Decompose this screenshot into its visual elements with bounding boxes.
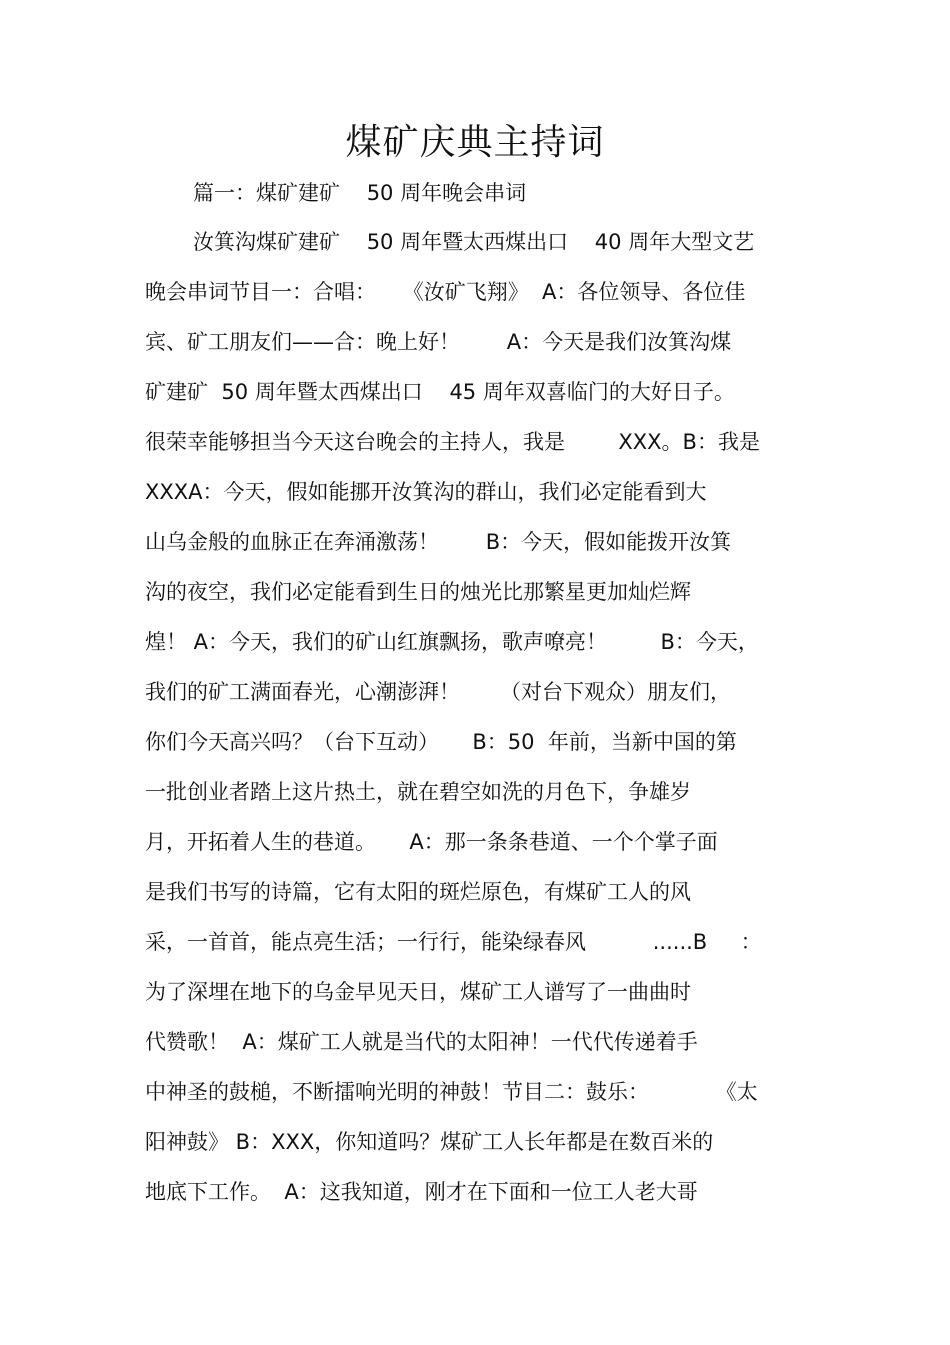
- document-title: 煤矿庆典主持词: [345, 122, 605, 163]
- paragraph-line: 煌！ A：今天，我们的矿山红旗飘扬，歌声嘹亮！ B：今天，: [145, 630, 759, 654]
- paragraph-line: 代赞歌！ A：煤矿工人就是当代的太阳神！一代代传递着手: [145, 1030, 698, 1054]
- paragraph-line: 地底下工作。 A：这我知道，刚才在下面和一位工人老大哥: [145, 1180, 698, 1204]
- paragraph-line: 沟的夜空，我们必定能看到生日的烛光比那繁星更加灿烂辉: [145, 580, 691, 604]
- paragraph-line: 我们的矿工满面春光，心潮澎湃！ （对台下观众）朋友们，: [145, 680, 732, 704]
- paragraph-line: 月，开拓着人生的巷道。 A：那一条条巷道、一个个掌子面: [145, 830, 718, 854]
- paragraph-line: XXXA：今天，假如能挪开汝箕沟的群山，我们必定能看到大: [145, 480, 707, 504]
- paragraph-line: 矿建矿 50 周年暨太西煤出口 45 周年双喜临门的大好日子。: [145, 380, 735, 404]
- paragraph-line: 一批创业者踏上这片热土，就在碧空如洗的月色下，争雄岁: [145, 780, 691, 804]
- paragraph-line: 为了深埋在地下的乌金早见天日，煤矿工人谱写了一曲曲时: [145, 980, 691, 1004]
- paragraph-line: 你们今天高兴吗？（台下互动） B：50 年前，当新中国的第: [145, 730, 737, 754]
- paragraph-line: 是我们书写的诗篇，它有太阳的斑烂原色，有煤矿工人的风: [145, 880, 691, 904]
- paragraph-line: 晚会串词节目一：合唱： 《汝矿飞翔》 A：各位领导、各位佳: [145, 280, 746, 304]
- paragraph-line: 宾、矿工朋友们——合：晚上好！ A：今天是我们汝箕沟煤: [145, 330, 732, 354]
- paragraph-line: 阳神鼓》 B：XXX，你知道吗？煤矿工人长年都是在数百米的: [145, 1130, 714, 1154]
- section-heading: 篇一：煤矿建矿 50 周年晚会串词: [193, 181, 527, 205]
- paragraph-line: 很荣幸能够担当今天这台晚会的主持人，我是 XXX。B：我是: [145, 430, 760, 454]
- paragraph-line: 汝箕沟煤矿建矿 50 周年暨太西煤出口 40 周年大型文艺: [193, 230, 755, 254]
- paragraph-line: 中神圣的鼓槌，不断擂响光明的神鼓！节目二：鼓乐： 《太: [145, 1080, 758, 1104]
- paragraph-line: 采，一首首，能点亮生活；一行行，能染绿春风 ......B ：: [145, 930, 762, 954]
- paragraph-line: 山乌金般的血脉正在奔涌激荡！ B：今天，假如能拨开汝箕: [145, 530, 732, 554]
